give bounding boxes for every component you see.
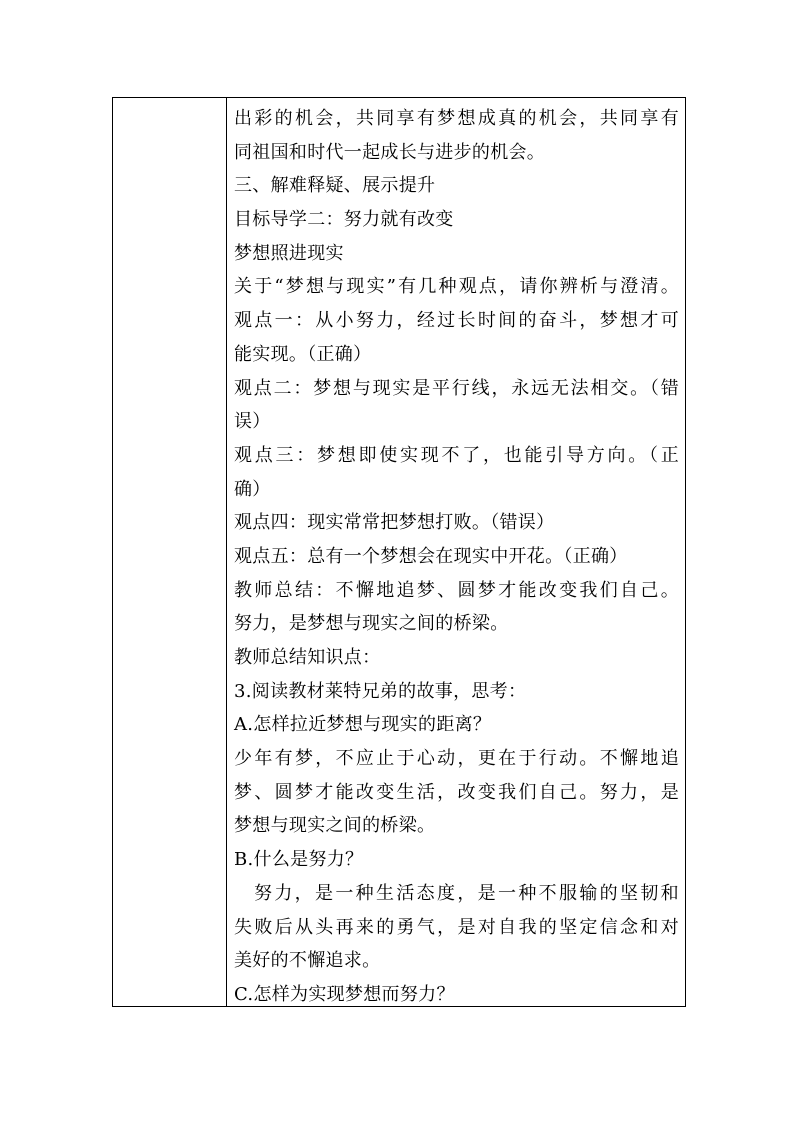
knowledge-heading: 教师总结知识点： [234,647,381,668]
viewpoint-line: 观点二：梦想与现实是平行线，永远无法相交。（错 [234,377,679,399]
viewpoint-line: 确） [234,478,271,500]
question-line: B.什么是努力？ [234,849,364,871]
summary-line: 教师总结：不懈地追梦、圆梦才能改变我们自己。 [234,579,679,601]
text-line: 出彩的机会，共同享有梦想成真的机会，共同享有 [234,108,679,129]
table-left-cell [113,98,227,1006]
objective-heading: 目标导学二：努力就有改变 [234,209,454,231]
viewpoint-line: 观点三：梦想即使实现不了，也能引导方向。（正 [234,444,679,466]
viewpoint-line: 误） [234,411,271,433]
answer-line: 美好的不懈追求。 [234,950,381,972]
viewpoint-line: 观点五：总有一个梦想会在现实中开花。（正确） [234,545,628,567]
answer-line: 少年有梦，不应止于心动，更在于行动。不懈地追 [234,748,679,770]
section-heading: 三、解难释疑、展示提升 [234,175,436,197]
document-table [112,97,686,1007]
question-line: A.怎样拉近梦想与现实的距离？ [234,714,492,736]
question-line: C.怎样为实现梦想而努力？ [234,983,455,1005]
summary-line: 努力，是梦想与现实之间的桥梁。 [234,613,509,635]
viewpoint-line: 观点一：从小努力，经过长时间的奋斗，梦想才可 [234,310,679,332]
activity-title: 梦想照进现实 [234,242,344,264]
answer-line: 失败后从头再来的勇气，是对自我的坚定信念和对 [234,916,679,938]
text-line: 关于“梦想与现实”有几种观点，请你辨析与澄清。 [234,276,679,298]
table-content-cell [227,98,685,1006]
answer-line: 梦想与现实之间的桥梁。 [234,815,436,837]
viewpoint-line: 能实现。（正确） [234,343,372,365]
question-line: 3.阅读教材莱特兄弟的故事，思考： [234,680,527,702]
answer-line: 努力，是一种生活态度，是一种不服输的坚韧和 [254,882,679,904]
text-line: 同祖国和时代一起成长与进步的机会。 [234,141,546,163]
answer-line: 梦、圆梦才能改变生活，改变我们自己。努力，是 [234,781,679,803]
viewpoint-line: 观点四：现实常常把梦想打败。（错误） [234,512,555,534]
